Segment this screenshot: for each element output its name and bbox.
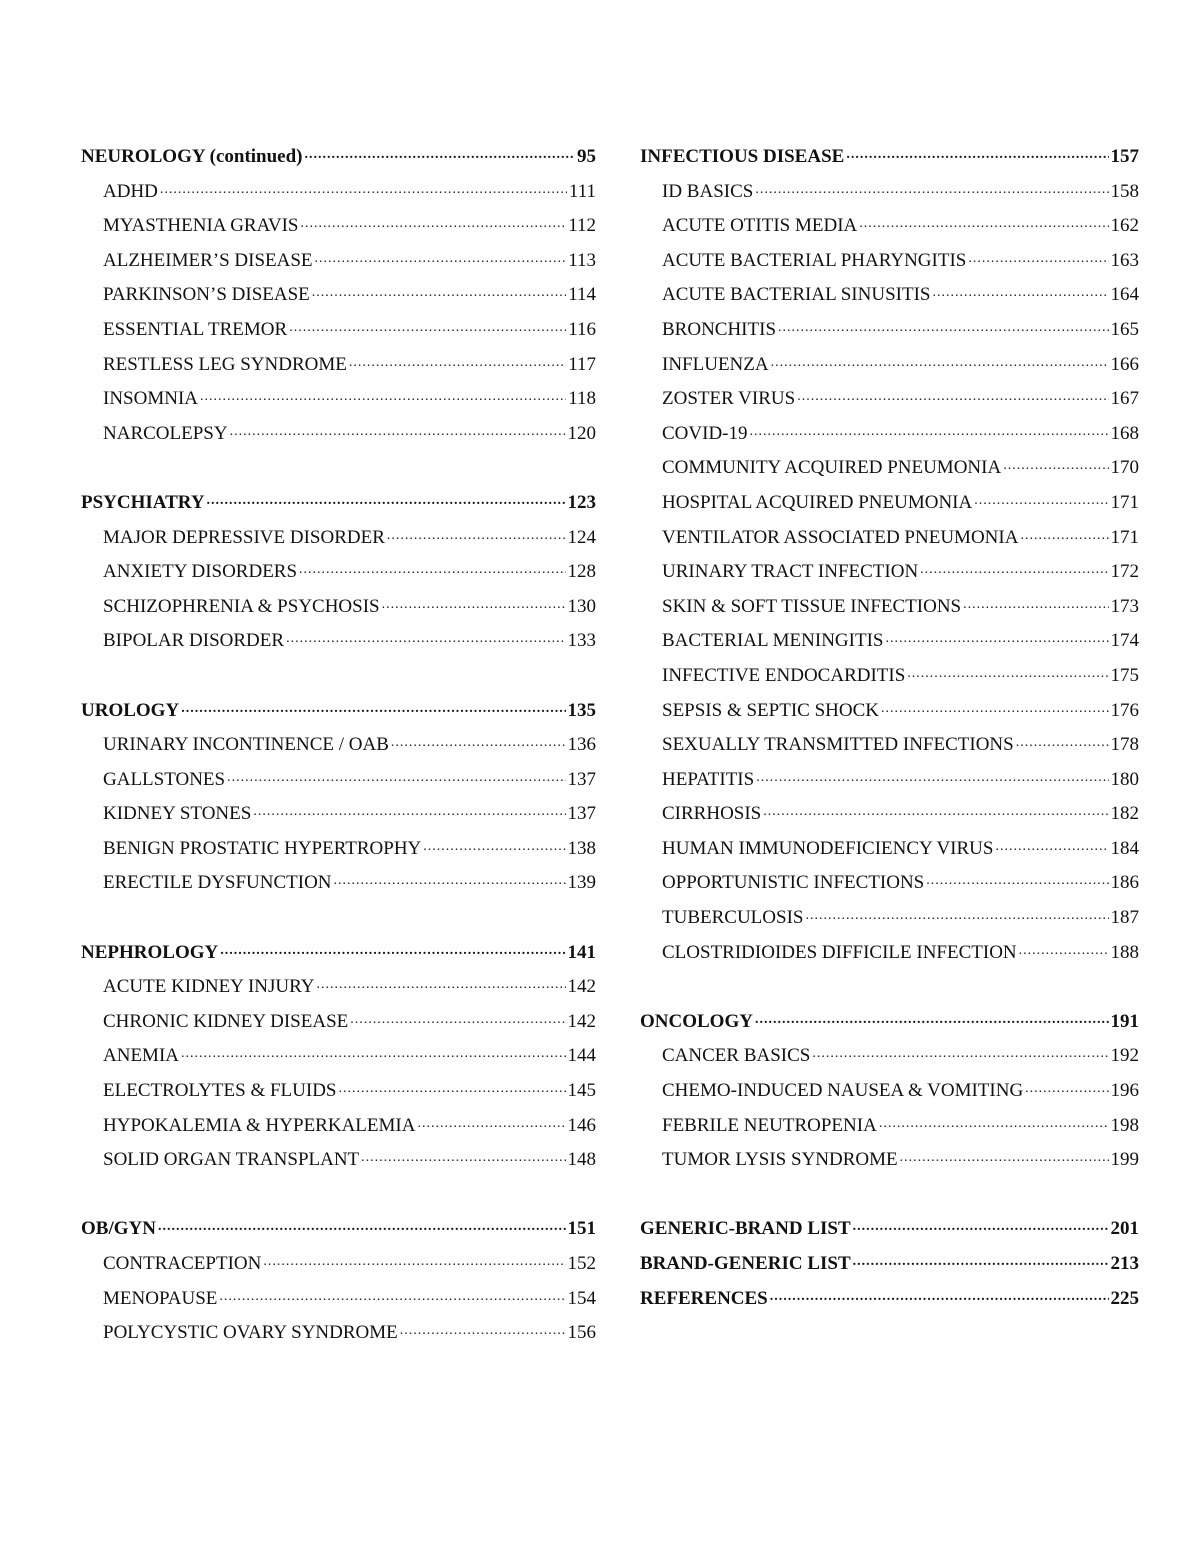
- toc-entry[interactable]: [81, 1316, 596, 1351]
- toc-entry[interactable]: [81, 763, 596, 798]
- toc-entry-title: ELECTROLYTES & FLUIDS: [103, 1080, 337, 1102]
- toc-heading-title: UROLOGY: [81, 699, 180, 721]
- toc-entry-title: MYASTHENIA GRAVIS: [103, 215, 299, 237]
- dot-leader: [263, 1243, 565, 1280]
- dot-leader: [1025, 1070, 1108, 1107]
- toc-entry-title: BACTERIAL MENINGITIS: [662, 630, 884, 652]
- toc-entry-title: URINARY TRACT INFECTION: [662, 561, 919, 583]
- toc-entry-title: GALLSTONES: [103, 768, 226, 790]
- toc-entry[interactable]: [640, 451, 1139, 486]
- toc-entry-title: ACUTE BACTERIAL PHARYNGITIS: [662, 249, 967, 271]
- toc-entry-page: 171: [1110, 491, 1139, 513]
- toc-entry-title: CONTRACEPTION: [103, 1253, 262, 1274]
- toc-entry[interactable]: [81, 1247, 596, 1282]
- toc-entry-page: 144: [567, 1045, 596, 1067]
- dot-leader: [974, 482, 1108, 519]
- section-gap: [640, 970, 1139, 1005]
- dot-leader: [771, 344, 1109, 381]
- toc-entry-page: 136: [567, 734, 596, 756]
- toc-heading-title: NEPHROLOGY: [81, 941, 219, 963]
- toc-entry-page: 117: [568, 353, 596, 375]
- toc-entry-title: URINARY INCONTINENCE / OAB: [103, 734, 389, 756]
- dot-leader: [900, 1139, 1109, 1176]
- toc-entry[interactable]: [81, 209, 596, 244]
- toc-entry-page: 133: [567, 630, 596, 652]
- toc-entry-title: NARCOLEPSY: [103, 422, 228, 444]
- toc-entry-title: ACUTE OTITIS MEDIA: [662, 215, 858, 237]
- toc-entry-page: 184: [1110, 837, 1139, 859]
- section-gap: [81, 1178, 596, 1213]
- toc-entry-title: BIPOLAR DISORDER: [103, 630, 285, 652]
- toc-entry-page: 114: [568, 284, 596, 306]
- dot-leader: [227, 759, 565, 796]
- toc-heading[interactable]: [640, 140, 1139, 175]
- toc-entry[interactable]: [640, 278, 1139, 313]
- dot-leader: [846, 136, 1108, 173]
- toc-entry[interactable]: [81, 1143, 596, 1178]
- dot-leader: [778, 309, 1108, 346]
- dot-leader: [400, 1312, 566, 1349]
- toc-entry-page: 112: [568, 215, 596, 237]
- toc-entry[interactable]: [640, 313, 1139, 348]
- dot-leader: [289, 309, 566, 346]
- dot-leader: [963, 586, 1108, 623]
- toc-entry[interactable]: [640, 763, 1139, 798]
- toc-entry-page: 111: [568, 180, 596, 202]
- toc-heading-title: OB/GYN: [81, 1218, 156, 1240]
- toc-entry-title: ANEMIA: [103, 1045, 179, 1067]
- toc-entry[interactable]: [640, 521, 1139, 556]
- toc-heading-page: 151: [567, 1218, 596, 1240]
- toc-heading-title: GENERIC-BRAND LIST: [640, 1218, 851, 1240]
- toc-heading[interactable]: [81, 936, 596, 971]
- dot-leader: [350, 1001, 565, 1038]
- toc-heading-page: 141: [567, 941, 596, 963]
- dot-leader: [920, 551, 1108, 588]
- toc-heading-page: 201: [1110, 1218, 1139, 1240]
- toc-heading-page: 225: [1110, 1287, 1139, 1309]
- toc-entry-page: 130: [567, 595, 596, 617]
- toc-entry-page: 142: [567, 1010, 596, 1032]
- toc-entry[interactable]: [640, 417, 1139, 452]
- toc-entry-page: 182: [1110, 803, 1139, 825]
- toc-entry-title: PARKINSON’S DISEASE: [103, 284, 310, 306]
- toc-entry[interactable]: [81, 175, 596, 210]
- toc-entry-title: HYPOKALEMIA & HYPERKALEMIA: [103, 1114, 416, 1136]
- toc-entry-title: ESSENTIAL TREMOR: [103, 318, 288, 340]
- toc-entry-title: CANCER BASICS: [662, 1045, 811, 1067]
- dot-leader: [423, 828, 565, 865]
- dot-leader: [1020, 517, 1108, 554]
- dot-leader: [932, 274, 1108, 311]
- dot-leader: [750, 413, 1109, 450]
- dot-leader: [755, 1001, 1109, 1038]
- toc-heading-page: 213: [1110, 1253, 1139, 1274]
- toc-entry[interactable]: [81, 313, 596, 348]
- dot-leader: [859, 205, 1108, 242]
- toc-left-column: [81, 140, 596, 1351]
- toc-entry[interactable]: [81, 521, 596, 556]
- toc-entry-title: SOLID ORGAN TRANSPLANT: [103, 1149, 360, 1171]
- toc-entry-title: COVID-19: [662, 422, 748, 444]
- toc-entry-page: 172: [1110, 561, 1139, 583]
- dot-leader: [885, 620, 1108, 657]
- toc-entry-page: 174: [1110, 630, 1139, 652]
- dot-leader: [879, 1105, 1109, 1142]
- dot-leader: [299, 551, 565, 588]
- toc-entry[interactable]: [640, 486, 1139, 521]
- dot-leader: [315, 240, 567, 277]
- toc-heading[interactable]: [81, 1212, 596, 1247]
- toc-entry-title: HUMAN IMMUNODEFICIENCY VIRUS: [662, 837, 994, 859]
- toc-heading-title: NEUROLOGY (continued): [81, 146, 303, 167]
- toc-entry-page: 167: [1110, 388, 1139, 410]
- dot-leader: [926, 862, 1108, 899]
- toc-heading-page: 123: [567, 491, 596, 513]
- dot-leader: [382, 586, 566, 623]
- toc-entry-page: 145: [567, 1080, 596, 1102]
- toc-entry-page: 186: [1110, 872, 1139, 894]
- dot-leader: [881, 690, 1109, 727]
- toc-entry-page: 199: [1110, 1149, 1139, 1171]
- dot-leader: [853, 1243, 1109, 1280]
- dot-leader: [805, 897, 1108, 934]
- toc-entry-page: 113: [568, 249, 596, 271]
- toc-heading[interactable]: [640, 1282, 1139, 1317]
- toc-heading-title: INFECTIOUS DISEASE: [640, 146, 845, 167]
- toc-entry-page: 173: [1110, 595, 1139, 617]
- toc-entry-title: VENTILATOR ASSOCIATED PNEUMONIA: [662, 526, 1019, 548]
- toc-entry-page: 180: [1110, 768, 1139, 790]
- dot-leader: [907, 655, 1108, 692]
- dot-leader: [755, 171, 1108, 208]
- toc-entry[interactable]: [81, 1005, 596, 1040]
- toc-entry-title: SKIN & SOFT TISSUE INFECTIONS: [662, 595, 962, 617]
- toc-entry-title: MAJOR DEPRESSIVE DISORDER: [103, 526, 385, 548]
- dot-leader: [853, 1208, 1109, 1245]
- toc-heading[interactable]: [81, 486, 596, 521]
- dot-leader: [160, 171, 567, 208]
- dot-leader: [338, 1070, 565, 1107]
- toc-entry[interactable]: [640, 1039, 1139, 1074]
- toc-entry[interactable]: [640, 936, 1139, 971]
- toc-entry-page: 187: [1110, 907, 1139, 929]
- toc-entry[interactable]: [81, 590, 596, 625]
- toc-entry-title: ACUTE BACTERIAL SINUSITIS: [662, 284, 931, 306]
- dot-leader: [1016, 724, 1109, 761]
- dot-leader: [1019, 932, 1109, 969]
- dot-leader: [207, 482, 566, 519]
- dot-leader: [158, 1208, 566, 1245]
- toc-heading-title: BRAND-GENERIC LIST: [640, 1253, 851, 1274]
- dot-leader: [763, 793, 1108, 830]
- toc-entry-page: 137: [567, 803, 596, 825]
- toc-entry-page: 128: [567, 561, 596, 583]
- toc-heading-page: 191: [1110, 1010, 1139, 1032]
- dot-leader: [316, 966, 565, 1003]
- toc-entry-page: 170: [1110, 457, 1139, 479]
- toc-entry-page: 152: [567, 1253, 596, 1274]
- dot-leader: [387, 517, 566, 554]
- toc-entry-title: CHEMO-INDUCED NAUSEA & VOMITING: [662, 1080, 1024, 1102]
- toc-entry[interactable]: [81, 1074, 596, 1109]
- dot-leader: [391, 724, 566, 761]
- toc-entry[interactable]: [640, 1143, 1139, 1178]
- toc-entry[interactable]: [640, 694, 1139, 729]
- toc-entry-page: 163: [1110, 249, 1139, 271]
- toc-entry-page: 158: [1110, 180, 1139, 202]
- toc-entry[interactable]: [81, 382, 596, 417]
- toc-heading-page: 135: [567, 699, 596, 721]
- toc-entry-title: ID BASICS: [662, 180, 754, 202]
- toc-entry-page: 138: [567, 837, 596, 859]
- dot-leader: [1003, 447, 1108, 484]
- toc-entry[interactable]: [640, 797, 1139, 832]
- toc-entry-title: SEPSIS & SEPTIC SHOCK: [662, 699, 879, 721]
- toc-entry-title: TUBERCULOSIS: [662, 907, 804, 929]
- toc-heading-title: PSYCHIATRY: [81, 491, 205, 513]
- toc-entry-page: 162: [1110, 215, 1139, 237]
- dot-leader: [995, 828, 1108, 865]
- toc-entry-page: 148: [567, 1149, 596, 1171]
- toc-heading[interactable]: [640, 1247, 1139, 1282]
- toc-entry-page: 139: [567, 872, 596, 894]
- dot-leader: [770, 1278, 1109, 1315]
- toc-entry[interactable]: [640, 659, 1139, 694]
- toc-entry-page: 137: [567, 768, 596, 790]
- section-gap: [81, 451, 596, 486]
- toc-entry[interactable]: [640, 832, 1139, 867]
- toc-entry-page: 120: [567, 422, 596, 444]
- section-gap: [81, 901, 596, 936]
- toc-entry-page: 171: [1110, 526, 1139, 548]
- dot-leader: [253, 793, 565, 830]
- toc-entry[interactable]: [640, 866, 1139, 901]
- toc-entry[interactable]: [81, 866, 596, 901]
- toc-entry-title: MENOPAUSE: [103, 1287, 218, 1309]
- toc-entry-page: 196: [1110, 1080, 1139, 1102]
- dot-leader: [300, 205, 566, 242]
- toc-entry-title: BRONCHITIS: [662, 318, 777, 340]
- dot-leader: [181, 1035, 566, 1072]
- toc-entry-page: 116: [568, 318, 596, 340]
- dot-leader: [797, 378, 1108, 415]
- toc-entry-page: 142: [567, 976, 596, 998]
- toc-entry-title: HEPATITIS: [662, 768, 755, 790]
- toc-entry[interactable]: [81, 728, 596, 763]
- toc-entry[interactable]: [81, 244, 596, 279]
- toc-entry-page: 156: [567, 1322, 596, 1344]
- toc-entry-page: 176: [1110, 699, 1139, 721]
- toc-entry-title: ZOSTER VIRUS: [662, 388, 796, 410]
- dot-leader: [181, 690, 565, 727]
- dot-leader: [334, 862, 566, 899]
- section-gap: [640, 1178, 1139, 1213]
- toc-right-column: [640, 140, 1139, 1316]
- toc-entry-title: ACUTE KIDNEY INJURY: [103, 976, 315, 998]
- toc-entry-title: ADHD: [103, 180, 158, 202]
- toc-entry[interactable]: [81, 1282, 596, 1317]
- toc-entry[interactable]: [81, 624, 596, 659]
- toc-entry-page: 168: [1110, 422, 1139, 444]
- toc-entry-title: OPPORTUNISTIC INFECTIONS: [662, 872, 925, 894]
- toc-entry[interactable]: [640, 1109, 1139, 1144]
- toc-entry-title: KIDNEY STONES: [103, 803, 252, 825]
- toc-heading[interactable]: [81, 694, 596, 729]
- dot-leader: [220, 932, 565, 969]
- toc-entry-title: SEXUALLY TRANSMITTED INFECTIONS: [662, 734, 1014, 756]
- toc-entry[interactable]: [640, 382, 1139, 417]
- toc-heading-page: 157: [1110, 146, 1139, 167]
- toc-entry-title: TUMOR LYSIS SYNDROME: [662, 1149, 898, 1171]
- toc-entry[interactable]: [640, 728, 1139, 763]
- dot-leader: [361, 1139, 565, 1176]
- toc-entry[interactable]: [640, 175, 1139, 210]
- toc-entry[interactable]: [81, 797, 596, 832]
- toc-entry-page: 192: [1110, 1045, 1139, 1067]
- toc-entry[interactable]: [640, 624, 1139, 659]
- toc-entry-title: INFECTIVE ENDOCARDITIS: [662, 664, 906, 686]
- toc-entry-page: 175: [1110, 664, 1139, 686]
- toc-entry-page: 146: [567, 1114, 596, 1136]
- dot-leader: [812, 1035, 1108, 1072]
- toc-entry-page: 165: [1110, 318, 1139, 340]
- toc-entry-title: COMMUNITY ACQUIRED PNEUMONIA: [662, 457, 1002, 479]
- toc-entry[interactable]: [81, 278, 596, 313]
- toc-entry-title: ANXIETY DISORDERS: [103, 561, 298, 583]
- toc-entry[interactable]: [81, 555, 596, 590]
- toc-heading[interactable]: [640, 1005, 1139, 1040]
- toc-heading-page: 95: [577, 146, 596, 167]
- dot-leader: [219, 1278, 565, 1315]
- dot-leader: [968, 240, 1108, 277]
- dot-leader: [305, 136, 575, 173]
- toc-entry[interactable]: [81, 832, 596, 867]
- toc-entry-page: 154: [567, 1287, 596, 1309]
- toc-entry-title: POLYCYSTIC OVARY SYNDROME: [103, 1322, 398, 1344]
- toc-entry-title: INFLUENZA: [662, 353, 769, 375]
- toc-entry[interactable]: [81, 970, 596, 1005]
- toc-entry-title: INSOMNIA: [103, 388, 198, 410]
- toc-entry[interactable]: [81, 348, 596, 383]
- toc-entry[interactable]: [640, 348, 1139, 383]
- toc-entry-title: CLOSTRIDIOIDES DIFFICILE INFECTION: [662, 941, 1017, 963]
- toc-entry-page: 118: [568, 388, 596, 410]
- toc-entry-page: 164: [1110, 284, 1139, 306]
- dot-leader: [286, 620, 565, 657]
- toc-heading[interactable]: [81, 140, 596, 175]
- dot-leader: [349, 344, 566, 381]
- toc-heading[interactable]: [640, 1212, 1139, 1247]
- toc-entry-page: 188: [1110, 941, 1139, 963]
- toc-entry-page: 198: [1110, 1114, 1139, 1136]
- toc-entry-page: 124: [567, 526, 596, 548]
- toc-entry-title: SCHIZOPHRENIA & PSYCHOSIS: [103, 595, 380, 617]
- dot-leader: [312, 274, 566, 311]
- dot-leader: [200, 378, 566, 415]
- toc-entry-title: HOSPITAL ACQUIRED PNEUMONIA: [662, 491, 973, 513]
- toc-entry-page: 178: [1110, 734, 1139, 756]
- dot-leader: [417, 1105, 565, 1142]
- toc-entry[interactable]: [81, 417, 596, 452]
- toc-entry-title: RESTLESS LEG SYNDROME: [103, 353, 347, 375]
- section-gap: [81, 659, 596, 694]
- toc-entry-title: FEBRILE NEUTROPENIA: [662, 1114, 877, 1136]
- toc-entry[interactable]: [640, 555, 1139, 590]
- toc-entry-title: ALZHEIMER’S DISEASE: [103, 249, 313, 271]
- toc-entry-title: CHRONIC KIDNEY DISEASE: [103, 1010, 349, 1032]
- toc-heading-title: REFERENCES: [640, 1287, 768, 1309]
- toc-entry-page: 166: [1110, 353, 1139, 375]
- toc-heading-title: ONCOLOGY: [640, 1010, 753, 1032]
- toc-entry[interactable]: [81, 1039, 596, 1074]
- toc-entry-title: BENIGN PROSTATIC HYPERTROPHY: [103, 837, 422, 859]
- toc-entry-title: CIRRHOSIS: [662, 803, 762, 825]
- toc-entry[interactable]: [640, 244, 1139, 279]
- toc-entry[interactable]: [640, 209, 1139, 244]
- dot-leader: [230, 413, 566, 450]
- dot-leader: [756, 759, 1108, 796]
- toc-entry-title: ERECTILE DYSFUNCTION: [103, 872, 332, 894]
- toc-entry[interactable]: [640, 590, 1139, 625]
- toc-entry[interactable]: [640, 901, 1139, 936]
- toc-entry[interactable]: [640, 1074, 1139, 1109]
- toc-entry[interactable]: [81, 1109, 596, 1144]
